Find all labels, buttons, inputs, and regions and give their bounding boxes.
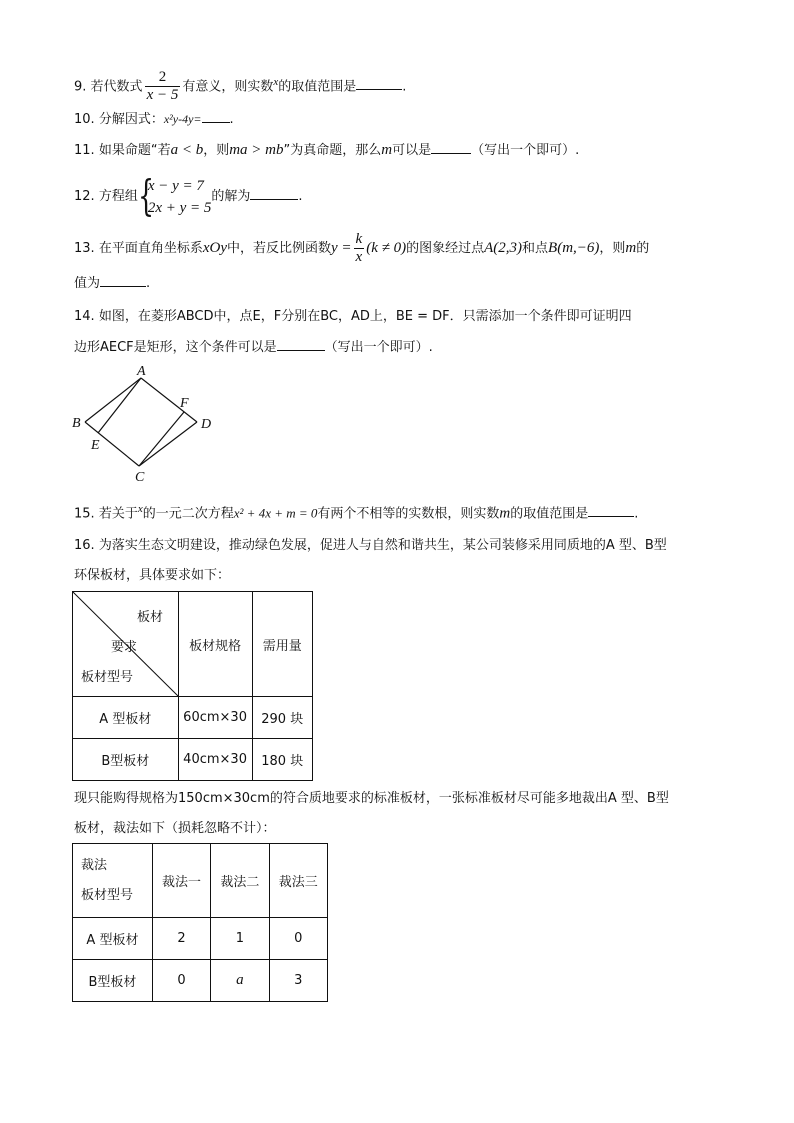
- table-cell: 0: [152, 960, 210, 1002]
- answer-blank: [356, 77, 402, 90]
- question-number: 14.: [74, 309, 95, 324]
- table-cell: 180 块: [252, 739, 313, 781]
- function-lhs: y =: [331, 240, 352, 256]
- answer-blank: [100, 274, 146, 287]
- side-ab: [85, 378, 141, 422]
- corner-label-bottom: 板材型号: [81, 887, 134, 903]
- label-f: F: [180, 396, 189, 411]
- variable: m: [499, 505, 511, 522]
- question-text: 的取值范围是: [278, 79, 357, 95]
- table-cell: 60cm×30: [178, 697, 252, 739]
- label-a: A: [137, 364, 146, 379]
- table-cell: 1: [211, 918, 269, 960]
- brace: {: [137, 170, 154, 220]
- side-cd: [139, 422, 197, 466]
- condition: a < b: [170, 142, 204, 158]
- question-number: 15.: [74, 506, 95, 522]
- answer-blank: [277, 338, 325, 351]
- requirements-table: [72, 591, 313, 781]
- question-number: 12.: [74, 189, 95, 204]
- table-cell: a: [211, 960, 269, 1002]
- side-da: [141, 378, 197, 422]
- row-label: B型板材: [73, 960, 153, 1002]
- question-text: 中，若反比例函数: [227, 241, 332, 256]
- column-header: 裁法一: [152, 844, 210, 918]
- variable: x: [137, 503, 143, 515]
- question-12: 12. 方程组 { x − y = 7 2x + y = 5 的解为 .: [74, 170, 303, 220]
- question-text: 若代数式: [90, 79, 143, 95]
- variable: m: [625, 240, 637, 256]
- question-number: 13.: [74, 241, 95, 256]
- question-text: 的一元二次方程: [142, 506, 234, 522]
- condition: (k ≠ 0): [366, 240, 407, 256]
- question-text: 的解为: [211, 189, 251, 204]
- table-header-row: [73, 844, 328, 918]
- question-text: 的取值范围是: [510, 506, 589, 522]
- question-text: 和点: [522, 241, 549, 256]
- question-text: 环保板材，具体要求如下：: [74, 568, 231, 583]
- question-text: （写出一个即可）.: [324, 340, 433, 355]
- equation-system: [137, 170, 212, 220]
- label-e: E: [91, 438, 100, 453]
- question-number: 16.: [74, 538, 95, 553]
- question-text: 方程组: [98, 189, 138, 204]
- fraction-numerator: k: [355, 231, 363, 247]
- table-cell: 2: [152, 918, 210, 960]
- table-row: [73, 918, 328, 960]
- corner-cell: [73, 844, 153, 918]
- corner-label-bottom: 板材型号: [81, 670, 134, 685]
- question-16-line3: [74, 789, 669, 809]
- variable: x: [273, 76, 279, 88]
- answer-blank: [250, 187, 298, 200]
- cutting-methods-table: [72, 843, 328, 1002]
- segment-cf: [139, 412, 184, 466]
- table-cell: 3: [269, 960, 327, 1002]
- label-d: D: [201, 417, 212, 432]
- question-16-line2: [74, 566, 230, 586]
- question-text: （写出一个即可）.: [471, 143, 580, 158]
- question-11: [74, 139, 579, 162]
- label-c: C: [135, 470, 145, 484]
- fraction-denominator: x: [355, 249, 363, 265]
- question-number: 9.: [74, 79, 87, 95]
- corner-label-mid: 要求: [111, 640, 138, 655]
- question-text: ，则: [203, 143, 230, 158]
- column-header: 板材规格: [178, 592, 252, 697]
- question-text: ”为真命题，那么: [283, 143, 382, 158]
- question-15: 15. 若关于$^x$的一元二次方程x² + 4x + m = 0有两个不相等的实数根，则实数m的取值范围是 .: [74, 503, 639, 522]
- answer-blank: [202, 110, 230, 123]
- answer-blank: [431, 141, 471, 154]
- fraction-denominator: x − 5: [146, 87, 179, 104]
- point-b: B(m,−6): [548, 240, 600, 256]
- question-number: 11.: [74, 143, 95, 158]
- question-text: 现只能购得规格为150cm×30cm的符合质地要求的标准板材，一张标准板材尽可能多地裁出A 型、B型: [74, 791, 669, 806]
- question-10: [74, 108, 234, 131]
- table-row: [73, 697, 313, 739]
- table-header-row: [73, 592, 313, 697]
- question-text: 板材，裁法如下（损耗忽略不计）：: [74, 821, 276, 836]
- corner-cell: [73, 592, 179, 697]
- equation-1: x − y = 7: [147, 177, 204, 194]
- column-header: 裁法二: [211, 844, 269, 918]
- question-14-line2: [74, 338, 433, 358]
- expression: x²y-4y=: [163, 112, 202, 126]
- table-cell: 290 块: [252, 697, 313, 739]
- table-row: [73, 739, 313, 781]
- point-a: A(2,3): [484, 240, 523, 256]
- question-text: 如果命题“若: [98, 143, 171, 158]
- label-b: B: [72, 416, 81, 431]
- segment-ae: [98, 378, 141, 433]
- question-text: 为落实生态文明建设，推动绿色发展，促进人与自然和谐共生，某公司装修采用同质地的A 型、B型: [98, 538, 667, 553]
- question-text: ，则: [599, 241, 626, 256]
- question-14: [74, 307, 632, 327]
- question-text: .: [229, 112, 234, 127]
- question-13-line2: 值为 .: [74, 276, 151, 291]
- fraction: [145, 69, 181, 104]
- question-text: 值为: [74, 276, 101, 291]
- question-number: 10.: [74, 112, 95, 127]
- coordinate-system: xOy: [202, 240, 227, 256]
- conclusion: ma > mb: [229, 142, 284, 158]
- column-header: 需用量: [252, 592, 313, 697]
- question-16: [74, 536, 667, 556]
- question-9: 9. 若代数式 $\frac{2}{x - 5}$ 有意义，则实数$^x$的取值范围是 .: [74, 69, 407, 104]
- fraction: [354, 231, 365, 266]
- question-13: [74, 228, 649, 268]
- question-text: 的图象经过点: [406, 241, 485, 256]
- equation: x² + 4x + m = 0: [233, 505, 318, 521]
- variable: m: [381, 142, 393, 158]
- answer-blank: [588, 504, 634, 517]
- question-text: 可以是: [392, 143, 432, 158]
- corner-label-top: 板材: [137, 610, 164, 625]
- row-label: A 型板材: [73, 918, 153, 960]
- corner-label-top: 裁法: [81, 857, 108, 873]
- question-16-line4: [74, 819, 276, 839]
- rhombus-figure: [64, 362, 224, 484]
- table-cell: 0: [269, 918, 327, 960]
- equation-2: 2x + y = 5: [147, 199, 212, 216]
- table-cell: 40cm×30: [178, 739, 252, 781]
- row-label: B型板材: [73, 739, 179, 781]
- question-text: 有两个不相等的实数根，则实数: [317, 506, 500, 522]
- fraction-numerator: 2: [158, 69, 167, 86]
- question-text: 在平面直角坐标系: [98, 241, 203, 256]
- question-text: 如图，在菱形ABCD中，点E，F分别在BC，AD上，BE = DF．只需添加一个条件即可证明四: [98, 309, 632, 324]
- question-text: 分解因式：: [98, 112, 164, 127]
- question-text: 边形AECF是矩形，这个条件可以是: [74, 340, 277, 355]
- question-text: 若关于: [98, 506, 138, 522]
- table-row: [73, 960, 328, 1002]
- question-text: 的: [636, 241, 650, 256]
- row-label: A 型板材: [73, 697, 179, 739]
- column-header: 裁法三: [269, 844, 327, 918]
- question-text: 有意义，则实数: [182, 79, 274, 95]
